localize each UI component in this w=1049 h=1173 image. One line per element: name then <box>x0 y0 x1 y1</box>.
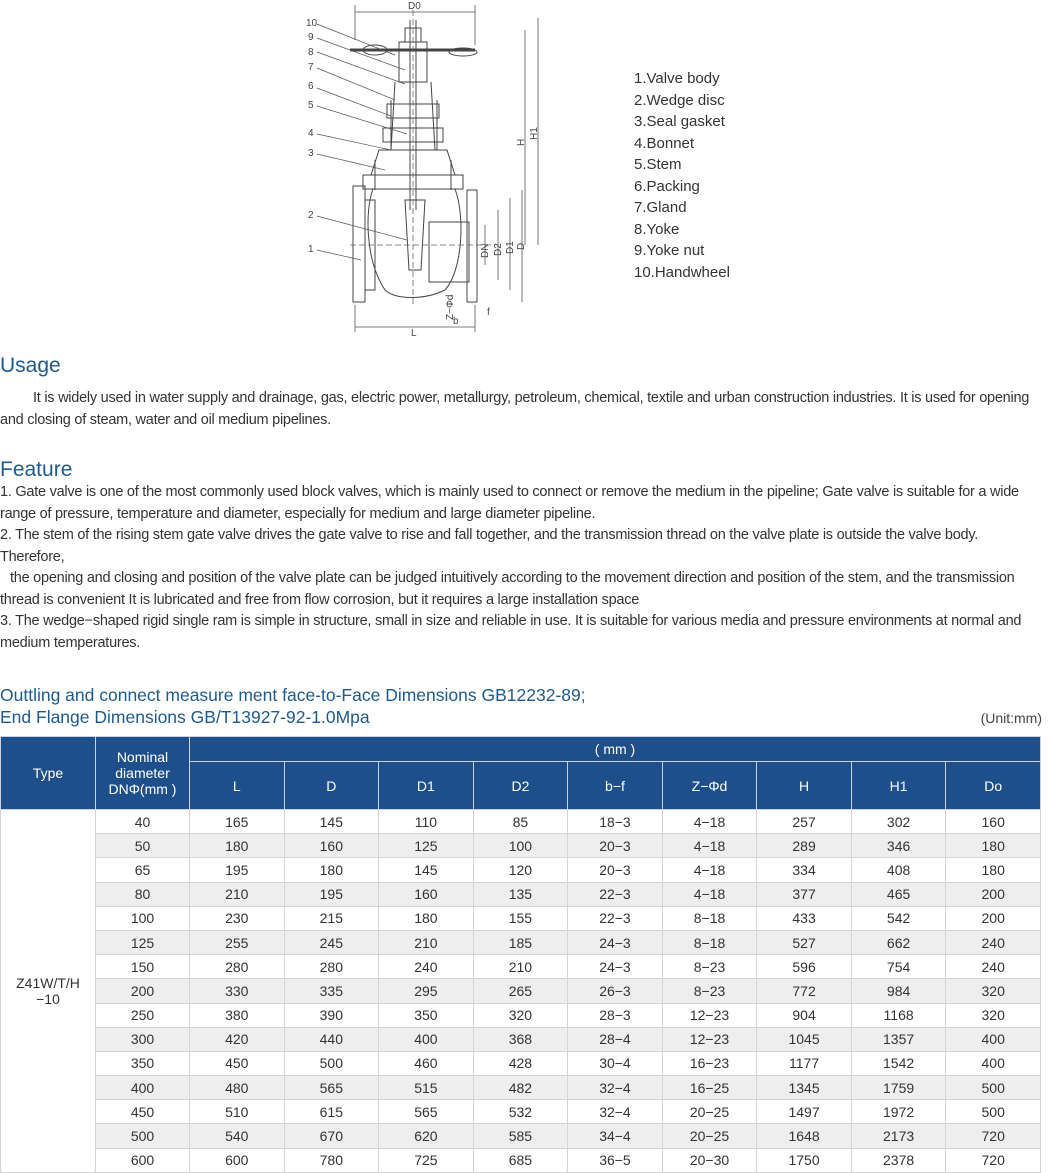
value-cell: 195 <box>284 882 379 906</box>
value-cell: 20−25 <box>662 1124 757 1148</box>
callout-9: 9 <box>308 32 314 43</box>
callout-3: 3 <box>308 148 314 159</box>
value-cell: 510 <box>190 1100 285 1124</box>
value-cell: 210 <box>473 955 568 979</box>
value-cell: 408 <box>851 858 946 882</box>
dimension-table <box>0 736 1041 1173</box>
header-type: Type <box>1 737 96 810</box>
value-cell: 16−23 <box>662 1051 757 1075</box>
value-cell: 255 <box>190 930 285 954</box>
value-cell: 2173 <box>851 1124 946 1148</box>
value-cell: 320 <box>946 1003 1041 1027</box>
value-cell: 720 <box>946 1124 1041 1148</box>
value-cell: 565 <box>284 1076 379 1100</box>
value-cell: 4−18 <box>662 834 757 858</box>
table-row <box>1 1124 1041 1148</box>
value-cell: 500 <box>284 1051 379 1075</box>
table-row <box>1 858 1041 882</box>
value-cell: 428 <box>473 1051 568 1075</box>
value-cell: 720 <box>946 1148 1041 1172</box>
dim-b: b <box>453 316 459 327</box>
value-cell: 32−4 <box>568 1076 663 1100</box>
value-cell: 100 <box>473 834 568 858</box>
dn-cell: 600 <box>96 1148 190 1172</box>
value-cell: 390 <box>284 1003 379 1027</box>
value-cell: 4−18 <box>662 810 757 834</box>
value-cell: 160 <box>284 834 379 858</box>
value-cell: 335 <box>284 979 379 1003</box>
value-cell: 433 <box>757 906 852 930</box>
dn-cell: 65 <box>96 858 190 882</box>
feature-p1: 1. Gate valve is one of the most commonly used block valves, which is mainly used to connect or remove the medium in the pipeline; Gate valve is suitable for a wide range of pressure, temperature and diameter, especially for medium and large diameter pipeline. <box>0 484 1019 522</box>
value-cell: 195 <box>190 858 285 882</box>
value-cell: 904 <box>757 1003 852 1027</box>
type-cell: Z41W/T/H −10 <box>1 810 96 1173</box>
value-cell: 20−25 <box>662 1100 757 1124</box>
table-row <box>1 882 1041 906</box>
value-cell: 160 <box>379 882 474 906</box>
value-cell: 24−3 <box>568 955 663 979</box>
value-cell: 585 <box>473 1124 568 1148</box>
value-cell: 215 <box>284 906 379 930</box>
value-cell: 1357 <box>851 1027 946 1051</box>
callout-6: 6 <box>308 81 314 92</box>
table-row <box>1 906 1041 930</box>
value-cell: 440 <box>284 1027 379 1051</box>
table-row <box>1 930 1041 954</box>
value-cell: 725 <box>379 1148 474 1172</box>
table-row <box>1 979 1041 1003</box>
header-col: b−f <box>568 762 663 810</box>
unit-label: (Unit:mm) <box>980 710 1042 726</box>
value-cell: 330 <box>190 979 285 1003</box>
value-cell: 377 <box>757 882 852 906</box>
value-cell: 334 <box>757 858 852 882</box>
value-cell: 28−3 <box>568 1003 663 1027</box>
value-cell: 542 <box>851 906 946 930</box>
value-cell: 185 <box>473 930 568 954</box>
header-nominal-diameter: Nominal diameter DNΦ(mm ) <box>96 737 190 810</box>
part-item: 7.Gland <box>634 199 687 216</box>
dim-d2: D2 <box>493 243 504 256</box>
value-cell: 16−25 <box>662 1076 757 1100</box>
feature-p3: the opening and closing and position of the valve plate can be judged intuitively according to the movement direction and position of the stem, and the transmission thread is convenient It is lubricated and free from flow corrosion, but it requires a large installation space <box>0 570 1015 608</box>
value-cell: 180 <box>946 834 1041 858</box>
part-item: 8.Yoke <box>634 220 680 238</box>
value-cell: 8−18 <box>662 906 757 930</box>
dn-cell: 350 <box>96 1051 190 1075</box>
table-title-2: End Flange Dimensions GB/T13927-92-1.0Mpa <box>0 707 370 727</box>
table-title-1: Outtling and connect measure ment face-to-Face Dimensions GB12232-89; <box>0 685 586 705</box>
value-cell: 4−18 <box>662 882 757 906</box>
value-cell: 400 <box>946 1027 1041 1051</box>
value-cell: 155 <box>473 906 568 930</box>
value-cell: 302 <box>851 810 946 834</box>
part-item: 4.Bonnet <box>634 134 695 152</box>
value-cell: 670 <box>284 1124 379 1148</box>
value-cell: 180 <box>379 906 474 930</box>
value-cell: 8−18 <box>662 930 757 954</box>
value-cell: 165 <box>190 810 285 834</box>
part-item: 9.Yoke nut <box>634 242 705 259</box>
header-col: Do <box>946 762 1041 810</box>
dim-dn: DN <box>480 243 491 258</box>
value-cell: 320 <box>473 1003 568 1027</box>
value-cell: 780 <box>284 1148 379 1172</box>
value-cell: 240 <box>379 955 474 979</box>
value-cell: 515 <box>379 1076 474 1100</box>
header-col: L <box>190 762 285 810</box>
dn-cell: 450 <box>96 1100 190 1124</box>
dn-cell: 250 <box>96 1003 190 1027</box>
value-cell: 480 <box>190 1076 285 1100</box>
part-item: 3.Seal gasket <box>634 113 725 130</box>
dn-cell: 300 <box>96 1027 190 1051</box>
header-col: H <box>757 762 852 810</box>
value-cell: 20−3 <box>568 834 663 858</box>
value-cell: 12−23 <box>662 1027 757 1051</box>
table-row <box>1 1003 1041 1027</box>
value-cell: 984 <box>851 979 946 1003</box>
table-row <box>1 1148 1041 1172</box>
callout-1: 1 <box>308 244 314 255</box>
value-cell: 754 <box>851 955 946 979</box>
value-cell: 400 <box>946 1051 1041 1075</box>
header-col: D <box>284 762 379 810</box>
dim-h: H <box>516 138 527 146</box>
value-cell: 24−3 <box>568 930 663 954</box>
value-cell: 22−3 <box>568 882 663 906</box>
value-cell: 465 <box>851 882 946 906</box>
callout-8: 8 <box>308 47 314 58</box>
value-cell: 8−23 <box>662 979 757 1003</box>
value-cell: 295 <box>379 979 474 1003</box>
callout-10: 10 <box>306 18 318 29</box>
value-cell: 20−30 <box>662 1148 757 1172</box>
callout-4: 4 <box>308 128 314 139</box>
usage-text: It is widely used in water supply and drainage, gas, electric power, metallurgy, petroleum, chemical, textile and urban construction industries. It is used for opening and closing of steam, water and oil medium pipelines. <box>0 390 1030 428</box>
value-cell: 482 <box>473 1076 568 1100</box>
value-cell: 1648 <box>757 1124 852 1148</box>
table-row <box>1 1051 1041 1075</box>
dim-h1: H1 <box>529 127 540 140</box>
value-cell: 1542 <box>851 1051 946 1075</box>
value-cell: 240 <box>946 955 1041 979</box>
value-cell: 120 <box>473 858 568 882</box>
callout-2: 2 <box>308 210 314 221</box>
part-item: 6.Packing <box>634 177 700 195</box>
value-cell: 615 <box>284 1100 379 1124</box>
value-cell: 280 <box>284 955 379 979</box>
table-row <box>1 834 1041 858</box>
header-col: H1 <box>851 762 946 810</box>
value-cell: 34−4 <box>568 1124 663 1148</box>
table-row <box>1 1027 1041 1051</box>
value-cell: 1045 <box>757 1027 852 1051</box>
value-cell: 500 <box>946 1076 1041 1100</box>
value-cell: 460 <box>379 1051 474 1075</box>
dn-cell: 400 <box>96 1076 190 1100</box>
table-row <box>1 810 1041 834</box>
value-cell: 685 <box>473 1148 568 1172</box>
value-cell: 125 <box>379 834 474 858</box>
value-cell: 532 <box>473 1100 568 1124</box>
value-cell: 210 <box>190 882 285 906</box>
value-cell: 600 <box>190 1148 285 1172</box>
table-row <box>1 955 1041 979</box>
value-cell: 160 <box>946 810 1041 834</box>
dn-cell: 100 <box>96 906 190 930</box>
dim-zd: Z−Φd <box>445 294 456 320</box>
value-cell: 18−3 <box>568 810 663 834</box>
value-cell: 265 <box>473 979 568 1003</box>
value-cell: 26−3 <box>568 979 663 1003</box>
value-cell: 565 <box>379 1100 474 1124</box>
value-cell: 500 <box>946 1100 1041 1124</box>
dn-cell: 150 <box>96 955 190 979</box>
value-cell: 540 <box>190 1124 285 1148</box>
feature-heading: Feature <box>0 458 73 481</box>
callout-5: 5 <box>308 100 314 111</box>
dim-d: D <box>516 242 527 250</box>
value-cell: 257 <box>757 810 852 834</box>
value-cell: 180 <box>284 858 379 882</box>
header-col: D2 <box>473 762 568 810</box>
value-cell: 200 <box>946 906 1041 930</box>
value-cell: 1759 <box>851 1076 946 1100</box>
value-cell: 380 <box>190 1003 285 1027</box>
value-cell: 22−3 <box>568 906 663 930</box>
dn-cell: 125 <box>96 930 190 954</box>
value-cell: 772 <box>757 979 852 1003</box>
value-cell: 1168 <box>851 1003 946 1027</box>
value-cell: 400 <box>379 1027 474 1051</box>
value-cell: 210 <box>379 930 474 954</box>
value-cell: 280 <box>190 955 285 979</box>
feature-p4: 3. The wedge−shaped rigid single ram is simple in structure, small in size and reliable in use. It is suitable for various media and pressure environments at normal and medium temperatures. <box>0 613 1022 651</box>
value-cell: 30−4 <box>568 1051 663 1075</box>
value-cell: 85 <box>473 810 568 834</box>
dn-cell: 80 <box>96 882 190 906</box>
value-cell: 135 <box>473 882 568 906</box>
value-cell: 230 <box>190 906 285 930</box>
value-cell: 245 <box>284 930 379 954</box>
dim-f: f <box>487 307 490 318</box>
value-cell: 1972 <box>851 1100 946 1124</box>
header-group-mm: ( mm ) <box>190 737 1041 762</box>
value-cell: 200 <box>946 882 1041 906</box>
table-row <box>1 1100 1041 1124</box>
value-cell: 36−5 <box>568 1148 663 1172</box>
gate-valve-diagram <box>295 0 545 338</box>
value-cell: 20−3 <box>568 858 663 882</box>
part-item: 2.Wedge disc <box>634 91 725 109</box>
value-cell: 240 <box>946 930 1041 954</box>
dim-d0: D0 <box>408 1 421 12</box>
value-cell: 28−4 <box>568 1027 663 1051</box>
parts-list <box>634 68 730 283</box>
value-cell: 145 <box>284 810 379 834</box>
part-item: 10.Handwheel <box>634 263 730 281</box>
value-cell: 32−4 <box>568 1100 663 1124</box>
part-item: 1.Valve body <box>634 70 720 87</box>
dn-cell: 500 <box>96 1124 190 1148</box>
value-cell: 180 <box>946 858 1041 882</box>
value-cell: 620 <box>379 1124 474 1148</box>
value-cell: 4−18 <box>662 858 757 882</box>
value-cell: 320 <box>946 979 1041 1003</box>
dn-cell: 40 <box>96 810 190 834</box>
value-cell: 8−23 <box>662 955 757 979</box>
value-cell: 368 <box>473 1027 568 1051</box>
value-cell: 1497 <box>757 1100 852 1124</box>
value-cell: 596 <box>757 955 852 979</box>
dim-d1: D1 <box>505 241 516 254</box>
value-cell: 2378 <box>851 1148 946 1172</box>
dim-l: L <box>411 328 417 338</box>
value-cell: 662 <box>851 930 946 954</box>
value-cell: 110 <box>379 810 474 834</box>
value-cell: 180 <box>190 834 285 858</box>
value-cell: 145 <box>379 858 474 882</box>
value-cell: 1177 <box>757 1051 852 1075</box>
value-cell: 1750 <box>757 1148 852 1172</box>
part-item: 5.Stem <box>634 156 682 173</box>
feature-p2: 2. The stem of the rising stem gate valve drives the gate valve to rise and fall together, and the transmission thread on the valve plate is outside the valve body. Therefore, <box>0 527 979 565</box>
value-cell: 1345 <box>757 1076 852 1100</box>
value-cell: 527 <box>757 930 852 954</box>
callout-7: 7 <box>308 62 314 73</box>
value-cell: 350 <box>379 1003 474 1027</box>
value-cell: 289 <box>757 834 852 858</box>
value-cell: 12−23 <box>662 1003 757 1027</box>
table-row <box>1 1076 1041 1100</box>
value-cell: 420 <box>190 1027 285 1051</box>
value-cell: 346 <box>851 834 946 858</box>
header-col: Z−Φd <box>662 762 757 810</box>
dn-cell: 200 <box>96 979 190 1003</box>
value-cell: 450 <box>190 1051 285 1075</box>
usage-heading: Usage <box>0 354 61 377</box>
header-col: D1 <box>379 762 474 810</box>
dn-cell: 50 <box>96 834 190 858</box>
